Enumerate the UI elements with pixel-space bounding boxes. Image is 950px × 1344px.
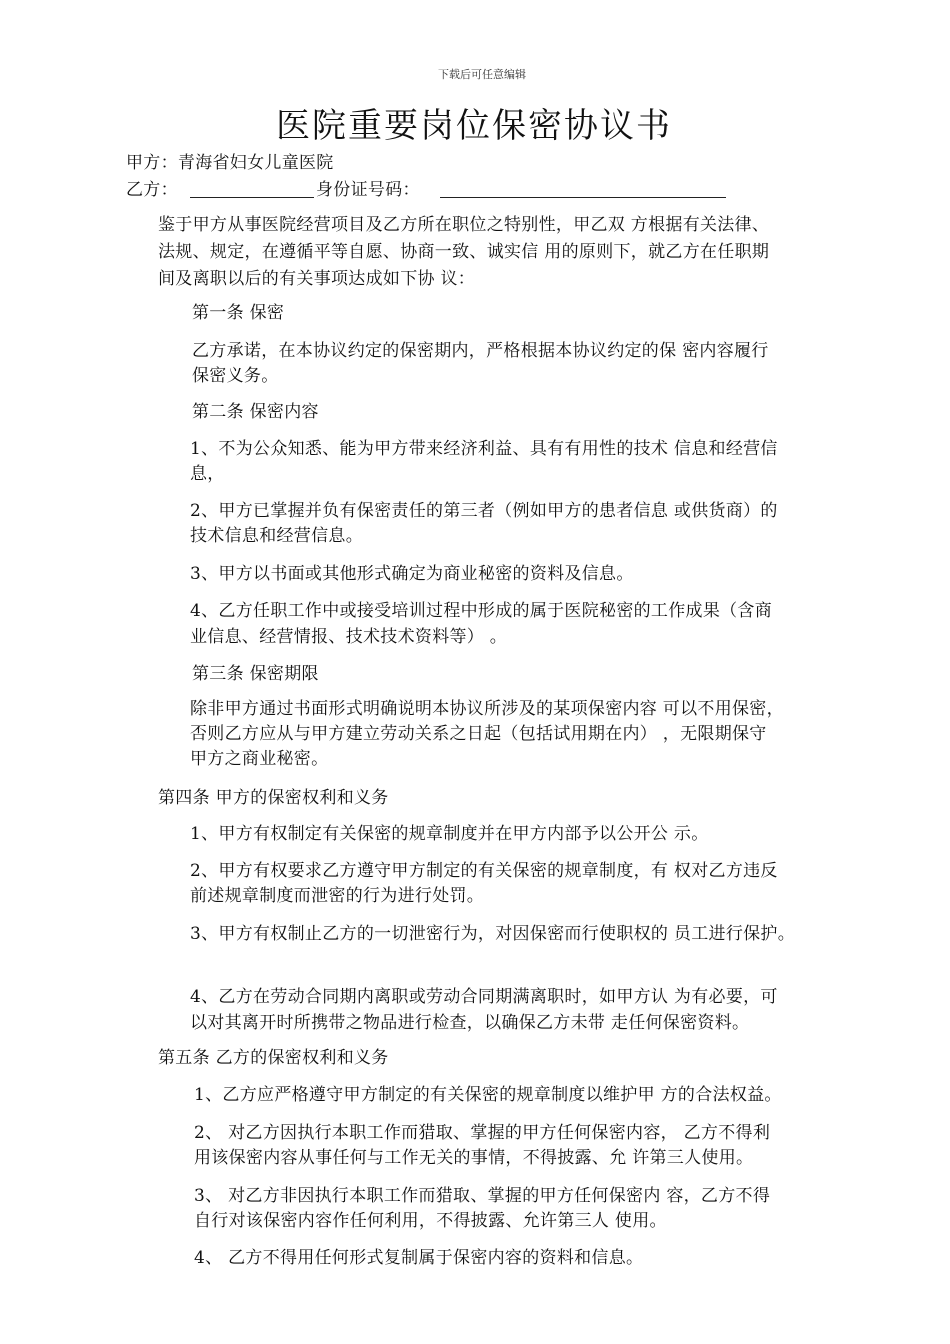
document-title: 医院重要岗位保密协议书: [276, 106, 672, 146]
party-a-line: 甲方：青海省妇女儿童医院: [126, 153, 334, 173]
article-5-item-line: 4、 乙方不得用任何形式复制属于保密内容的资料和信息。: [194, 1248, 644, 1268]
article-1-heading: 第一条 保密: [192, 303, 285, 323]
article-2-item-line: 1、不为公众知悉、能为甲方带来经济利益、具有有用性的技术 信息和经营信: [190, 439, 778, 459]
article-2-item-line: 2、甲方已掌握并负有保密责任的第三者（例如甲方的患者信息 或供货商）的: [190, 501, 778, 521]
article-4-item-line: 1、甲方有权制定有关保密的规章制度并在甲方内部予以公开公 示。: [190, 824, 709, 844]
article-2-item-line: 业信息、经营情报、技术技术资料等） 。: [190, 627, 508, 647]
header-note: 下载后可任意编辑: [438, 68, 526, 81]
party-b-label: 乙方：: [126, 180, 178, 200]
article-4-heading: 第四条 甲方的保密权利和义务: [158, 788, 389, 808]
article-5-item-line: 1、乙方应严格遵守甲方制定的有关保密的规章制度以维护甲 方的合法权益。: [194, 1085, 782, 1105]
id-number-label: 身份证号码：: [316, 180, 420, 200]
id-number-blank-field: [440, 197, 726, 198]
article-2-item-line: 3、甲方以书面或其他形式确定为商业秘密的资料及信息。: [190, 564, 634, 584]
preamble-line: 法规、规定，在遵循平等自愿、协商一致、诚实信 用的原则下，就乙方在任职期: [158, 242, 770, 262]
article-5-heading: 第五条 乙方的保密权利和义务: [158, 1048, 389, 1068]
article-2-item-line: 技术信息和经营信息。: [190, 526, 363, 546]
article-3-body-line: 甲方之商业秘密。: [190, 749, 329, 769]
article-4-item-line: 4、乙方在劳动合同期内离职或劳动合同期满离职时，如甲方认 为有必要，可: [190, 987, 778, 1007]
preamble-line: 间及离职以后的有关事项达成如下协 议：: [158, 269, 476, 289]
article-4-item-line: 前述规章制度而泄密的行为进行处罚。: [190, 886, 485, 906]
article-4-item-line: 2、甲方有权要求乙方遵守甲方制定的有关保密的规章制度，有 权对乙方违反: [190, 861, 778, 881]
article-2-heading: 第二条 保密内容: [192, 402, 319, 422]
article-1-body-line: 保密义务。: [192, 366, 279, 386]
article-2-item-line: 息，: [190, 464, 225, 484]
article-5-item-line: 用该保密内容从事任何与工作无关的事情，不得披露、允 许第三人使用。: [194, 1148, 754, 1168]
article-5-item-line: 自行对该保密内容作任何利用，不得披露、允许第三人 使用。: [194, 1211, 667, 1231]
preamble-line: 鉴于甲方从事医院经营项目及乙方所在职位之特别性，甲乙双 方根据有关法律、: [158, 215, 770, 235]
article-5-item-line: 3、 对乙方非因执行本职工作而猎取、掌握的甲方任何保密内 容，乙方不得: [194, 1186, 771, 1206]
article-5-item-line: 2、 对乙方因执行本职工作而猎取、掌握的甲方任何保密内容， 乙方不得利: [194, 1123, 771, 1143]
article-3-heading: 第三条 保密期限: [192, 664, 319, 684]
article-4-item-line: 以对其离开时所携带之物品进行检查，以确保乙方未带 走任何保密资料。: [190, 1013, 750, 1033]
article-3-body-line: 否则乙方应从与甲方建立劳动关系之日起（包括试用期在内） ，无限期保守: [190, 724, 767, 744]
article-4-item-line: 3、甲方有权制止乙方的一切泄密行为，对因保密而行使职权的 员工进行保护。: [190, 924, 796, 944]
article-3-body-line: 除非甲方通过书面形式明确说明本协议所涉及的某项保密内容 可以不用保密，: [190, 699, 784, 719]
article-1-body-line: 乙方承诺，在本协议约定的保密期内，严格根据本协议约定的保 密内容履行: [192, 341, 769, 361]
party-b-blank-field: [190, 197, 314, 198]
article-2-item-line: 4、乙方任职工作中或接受培训过程中形成的属于医院秘密的工作成果（含商: [190, 601, 773, 621]
